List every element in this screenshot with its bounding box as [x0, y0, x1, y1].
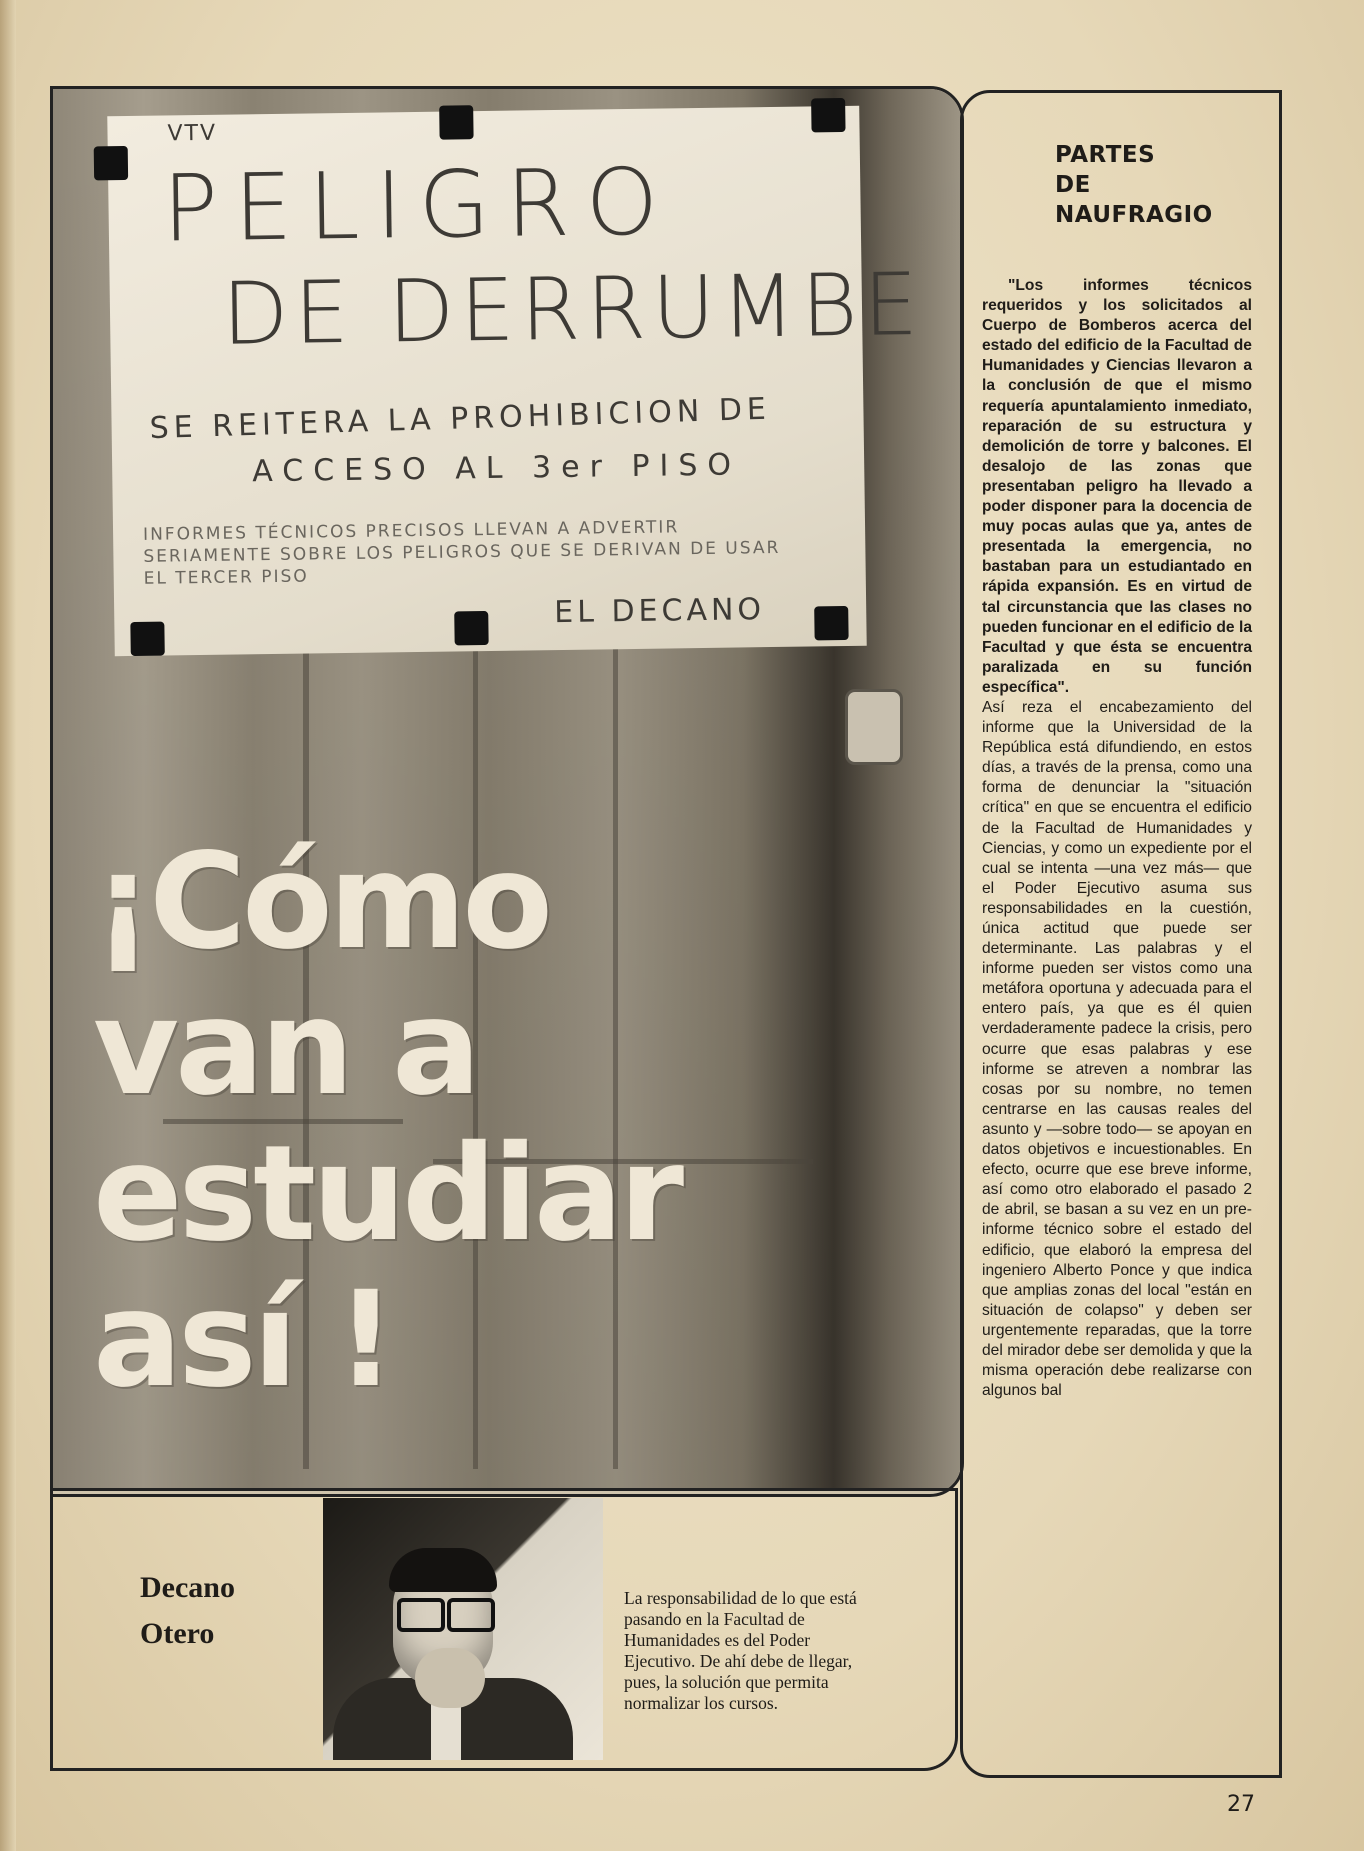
column-title-line: PARTES [1055, 142, 1156, 168]
tape-mark [814, 606, 848, 640]
door-photo [53, 89, 961, 1489]
glasses-icon [397, 1598, 445, 1632]
page-fold-edge [0, 0, 16, 1851]
decano-name-line: Decano [140, 1571, 235, 1604]
headline-line: ¡Cómo [93, 825, 549, 979]
headline-line: estudiar [93, 1117, 681, 1271]
tape-mark [130, 622, 164, 656]
headline [93, 825, 953, 1417]
main-photo-frame [50, 86, 964, 1497]
sign-prohibicion: SE REITERA LA PROHIBICION DE [149, 391, 772, 447]
headline-line: así ! [93, 1263, 393, 1417]
padlock-icon [845, 689, 903, 765]
portrait-hand [415, 1648, 485, 1708]
decano-quote: La responsabilidad de lo que está pasando en la Facultad de Humanidades es del Poder Ejecutivo. De ahí debe de llegar, pues, la solución que permita normalizar los cursos. [624, 1588, 857, 1713]
headline-line: van a [93, 971, 478, 1125]
sign-peligro: PELIGRO [161, 148, 675, 263]
sign-acceso: ACCESO AL 3er PISO [252, 447, 742, 490]
column-lead-paragraph: "Los informes técnicos requeridos y los solicitados al Cuerpo de Bomberos acerca del estado del edificio de la Facultad de Humanidades y Ciencias llevaron a la conclusión de que el mismo requería apuntalamiento inmediato, reparación de su estructura y demolición de torre y balcones. El desalojo de las zonas que presentaban peligro ha llevado a poder disponer para la docencia de muy pocas aulas que ya, antes de presentada la emergencia, no bastaban para un estudiantado en rápida expansión. Es en virtud de tal circunstancia que las clases no pueden funcionar en el edificio de la Facultad y que ésta se encuentra paralizada en su función específica". [982, 277, 1252, 696]
column-title [1055, 140, 1213, 230]
decano-name [140, 1565, 235, 1657]
column-body-paragraph: Así reza el encabezamiento del informe que la Universidad de la República está difundiendo, en estos días, a través de la prensa, como una forma de denunciar la "situación crítica" en que se encuentra el edificio de la Facultad de Humanidades y Ciencias, y como un expediente por el cual se intenta —una vez más— que el Poder Ejecutivo asuma sus responsabilidades en la cuestión, única actitud que puede ser determinante. Las palabras y el informe pueden ser vistos como una metáfora oportuna y adecuada para el entero país, ya que es él quien verdaderamente padece la crisis, pero ocurre que esas palabras y ese informe se atreven a nombrar las cosas por su nombre, no temen centrarse en las causas reales del asunto y —sobre todo— se apoyan en datos objetivos e incuestionables. En efecto, ocurre que ese breve informe, así como otro elaborado el pasado 2 de abril, se basan a su vez en un pre-informe técnico sobre el estado del edificio, que elaboró la empresa del ingeniero Alberto Ponce y que indica que amplias zonas del local "están en situación de colapso" y deben ser urgentemente reparadas, que la torre del mirador debe ser demolida y que la misma operación debe realizarse con algunos bal [982, 698, 1252, 1400]
page-number: 27 [1227, 1792, 1255, 1817]
portrait-hair [389, 1548, 497, 1592]
tape-mark [94, 146, 128, 180]
sign-derrumbe: DE DERRUMBE [221, 254, 925, 365]
tape-mark [811, 98, 845, 132]
decano-name-line: Otero [140, 1617, 215, 1650]
sign-scrawl: VTV [167, 120, 218, 147]
decano-portrait [323, 1498, 603, 1760]
sign-signature: EL DECANO [553, 592, 766, 631]
tape-mark [439, 105, 473, 139]
column-title-line: NAUFRAGIO [1055, 202, 1213, 228]
tape-mark [454, 611, 488, 645]
column-title-line: DE [1055, 172, 1091, 198]
warning-sign [107, 106, 925, 656]
sign-informes: INFORMES TÉCNICOS PRECISOS LLEVAN A ADVERTIR SERIAMENTE SOBRE LOS PELIGROS QUE SE DERIVAN DE USAR EL TERCER PISO [142, 517, 781, 589]
glasses-icon [447, 1598, 495, 1632]
column-article [982, 276, 1252, 1401]
